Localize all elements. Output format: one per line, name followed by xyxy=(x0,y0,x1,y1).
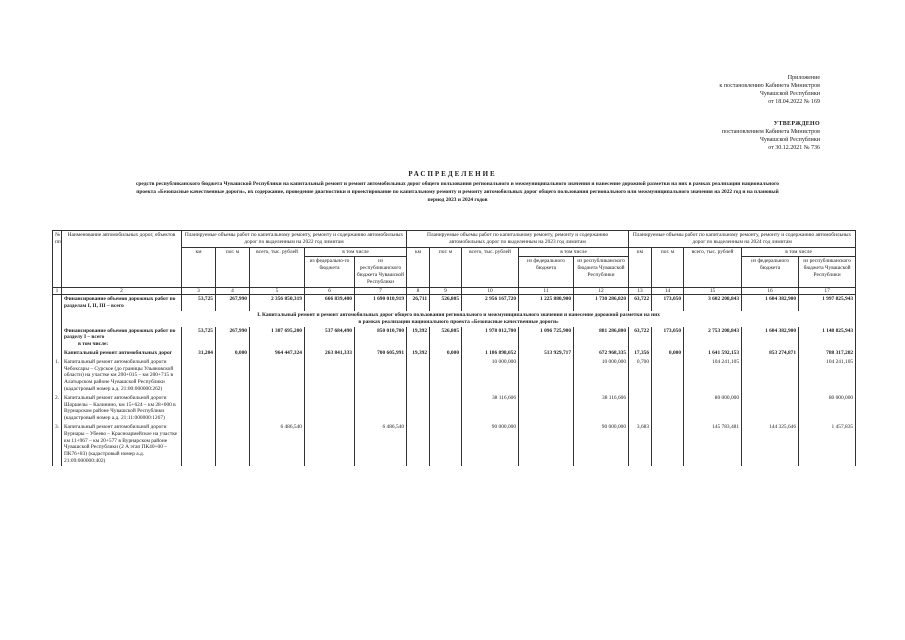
header-km: км xyxy=(182,247,216,287)
value-cell: 38 116,606 xyxy=(462,394,519,423)
index-cell: 4 xyxy=(216,287,250,295)
value-cell: 2 956 167,720 xyxy=(462,295,519,311)
value-cell: 3,683 xyxy=(629,423,652,466)
section-heading-line: в рамках реализации национального проекта «Безопасные качественные дороги» xyxy=(358,318,559,325)
value-cell: 38 116,606 xyxy=(574,394,629,423)
value-cell: 1 225 880,900 xyxy=(519,295,574,311)
index-cell: 16 xyxy=(742,287,799,295)
value-cell: 700 605,991 xyxy=(355,349,407,358)
subtitle-line: проекта «Безопасные качественные дороги», их содержание, проведение диагностики и проектирование по капитальному ремонту и ремонту автомобильных дорог общего пользования регионального или межмуниципального значения на 2022 год и на плановый xyxy=(136,188,779,195)
row-note: в том числе: xyxy=(78,341,109,348)
row-name-text: Финансирование объемов дорожных работ по разделу I – всего xyxy=(64,327,176,341)
table-row xyxy=(53,327,856,349)
table-row xyxy=(53,423,856,466)
header-fed: из федерального бюджета xyxy=(742,257,799,287)
header-rep: из республиканского бюджета Чувашской Республики xyxy=(355,257,407,287)
value-cell: 80 000,000 xyxy=(799,394,856,423)
value-cell: 513 929,717 xyxy=(519,349,574,358)
value-cell: 104 241,105 xyxy=(799,358,856,394)
value-cell: 173,050 xyxy=(652,327,684,349)
value-cell: 6 486,540 xyxy=(250,423,305,466)
index-cell: 9 xyxy=(430,287,462,295)
value-cell: 90 000,000 xyxy=(574,423,629,466)
index-cell: 15 xyxy=(684,287,742,295)
appendix-block xyxy=(640,74,820,106)
value-cell: 881 286,800 xyxy=(574,327,629,349)
subtitle-line: период 2023 и 2024 годов xyxy=(427,196,488,203)
approved-line: от 30.12.2021 № 736 xyxy=(768,145,820,151)
row-name: Капитальный ремонт автомобильной дороги Шоршелы – Калинино, км 15+624 – км 28+000 в Вурнарском районе Чувашской Республики (кадастровый номер а.д. 21:11:000000:1267) xyxy=(62,394,182,423)
header-total: всего, тыс. рублей xyxy=(462,247,519,287)
row-number: 3. xyxy=(53,423,62,466)
document-title: РАСПРЕДЕЛЕНИЕ xyxy=(408,170,497,178)
value-cell: 1 997 825,943 xyxy=(799,295,856,311)
value-cell: 145 783,481 xyxy=(684,423,742,466)
header-pm: пог. м xyxy=(216,247,250,287)
row-name: Финансирование объемов дорожных работ по разделам I, II, III – всего xyxy=(62,295,182,311)
index-cell: 7 xyxy=(355,287,407,295)
value-cell: 0,000 xyxy=(430,349,462,358)
index-cell: 6 xyxy=(305,287,355,295)
appendix-line: Чувашской Республики xyxy=(759,91,820,97)
section-heading-line: I. Капитальный ремонт и ремонт автомобильных дорог общего пользования регионального и межмуниципального значения и нанесение дорожной разметки на них xyxy=(257,311,660,318)
appendix-line: от 18.04.2022 № 169 xyxy=(768,99,820,105)
value-cell: 1 978 012,700 xyxy=(462,327,519,349)
value-cell: 3 602 208,843 xyxy=(684,295,742,311)
approved-block xyxy=(640,120,820,152)
header-km: км xyxy=(407,247,430,287)
value-cell: 10 000,000 xyxy=(574,358,629,394)
header-2022: Планируемые объемы работ по капитальному ремонту, ремонту и содержанию автомобильных дорог по выделенным на 2022 год лимитам xyxy=(182,231,407,248)
value-cell: 853 274,871 xyxy=(742,349,799,358)
value-cell: 144 325,646 xyxy=(742,423,799,466)
section-heading-row xyxy=(53,311,856,327)
value-cell: 63,722 xyxy=(629,295,652,311)
approved-heading: УТВЕРЖДЕНО xyxy=(773,121,820,127)
row-number: 2. xyxy=(53,394,62,423)
section-heading xyxy=(62,311,856,327)
value-cell: 2 356 850,319 xyxy=(250,295,305,311)
value-cell: 526,805 xyxy=(430,295,462,311)
header-incl: в том числе xyxy=(305,247,407,257)
header-total: всего, тыс. рублей xyxy=(250,247,305,287)
header-row xyxy=(53,231,856,248)
row-name: Капитальный ремонт автомобильной дороги Вурнары – Убеево – Красноармейское на участке км 11+967 – км 20+577 в Вурнарском районе Чувашской Республики (2 А этап ПК40+00 – ПК76+83) (кадастровый номер а.д. 21:09:000000:402) xyxy=(62,423,182,466)
header-rep: из республиканского бюджета Чувашской Республики xyxy=(574,257,629,287)
table-row xyxy=(53,349,856,358)
index-cell: 13 xyxy=(629,287,652,295)
row-name xyxy=(62,327,182,349)
value-cell: 0,000 xyxy=(652,349,684,358)
header-pm: пог. м xyxy=(652,247,684,287)
value-cell: 6 486,540 xyxy=(355,423,407,466)
value-cell: 17,356 xyxy=(629,349,652,358)
value-cell: 537 684,490 xyxy=(305,327,355,349)
value-cell: 672 968,335 xyxy=(574,349,629,358)
value-cell: 19,392 xyxy=(407,327,430,349)
value-cell: 1 186 898,052 xyxy=(462,349,519,358)
value-cell: 666 839,400 xyxy=(305,295,355,311)
value-cell: 90 000,000 xyxy=(462,423,519,466)
value-cell: 26,711 xyxy=(407,295,430,311)
value-cell: 1 096 725,900 xyxy=(519,327,574,349)
value-cell: 850 010,700 xyxy=(355,327,407,349)
table-row xyxy=(53,295,856,311)
appendix-line: к постановлению Кабинета Министров xyxy=(719,83,820,89)
approved-line: Чувашской Республики xyxy=(759,137,820,143)
index-row xyxy=(53,287,856,295)
header-2024: Планируемые объемы работ по капитальному ремонту, ремонту и содержанию автомобильных дорог по выделенным на 2024 год лимитам xyxy=(629,231,856,248)
index-cell: 14 xyxy=(652,287,684,295)
value-cell: 104 241,105 xyxy=(684,358,742,394)
value-cell: 1 690 010,919 xyxy=(355,295,407,311)
value-cell: 788 317,282 xyxy=(799,349,856,358)
row-number: 1. xyxy=(53,358,62,394)
value-cell: 53,725 xyxy=(182,295,216,311)
value-cell: 2 753 208,843 xyxy=(684,327,742,349)
value-cell: 267,990 xyxy=(216,327,250,349)
index-cell: 1 xyxy=(53,287,62,295)
index-cell: 3 xyxy=(182,287,216,295)
value-cell: 80 000,000 xyxy=(684,394,742,423)
value-cell: 964 447,324 xyxy=(250,349,305,358)
value-cell: 526,805 xyxy=(430,327,462,349)
header-2023: Планируемые объемы работ по капитальному ремонту, ремонту и содержанию автомобильных дорог по выделенным на 2023 год лимитам xyxy=(407,231,629,248)
header-km: км xyxy=(629,247,652,287)
value-cell: 1 604 382,900 xyxy=(742,295,799,311)
value-cell: 31,204 xyxy=(182,349,216,358)
header-name: Наименование автомобильных дорог, объектов xyxy=(62,231,182,288)
value-cell: 1 457,835 xyxy=(799,423,856,466)
value-cell: 263 841,333 xyxy=(305,349,355,358)
row-name: Капитальный ремонт автомобильной дороги Чебоксары – Сурское (до границы Ульяновской области) на участке км 200+015 – км 200+715 в Алатырском районе Чувашской Республики (кадастровый номер а.д. 21:00:000000:262) xyxy=(62,358,182,394)
index-cell: 8 xyxy=(407,287,430,295)
table-row xyxy=(53,358,856,394)
value-cell: 267,990 xyxy=(216,295,250,311)
value-cell: 1 148 825,943 xyxy=(799,327,856,349)
value-cell: 0,700 xyxy=(629,358,652,394)
value-cell: 173,050 xyxy=(652,295,684,311)
value-cell: 0,000 xyxy=(216,349,250,358)
subtitle-line: средств республиканского бюджета Чувашской Республики на капитальный ремонт и ремонт автомобильных дорог общего пользования регионального и межмуниципального значения и нанесение дорожной разметки на них в рамках реализации национального xyxy=(136,181,779,187)
table-row xyxy=(53,394,856,423)
header-pm: пог. м xyxy=(430,247,462,287)
header-total: всего, тыс. рублей xyxy=(684,247,742,287)
value-cell: 1 641 592,153 xyxy=(684,349,742,358)
distribution-table xyxy=(52,230,856,466)
index-cell: 12 xyxy=(574,287,629,295)
header-incl: в том числе xyxy=(519,247,629,257)
header-no: № пп xyxy=(53,231,62,288)
value-cell: 63,722 xyxy=(629,327,652,349)
value-cell: 1 604 382,900 xyxy=(742,327,799,349)
value-cell: 10 000,000 xyxy=(462,358,519,394)
index-cell: 17 xyxy=(799,287,856,295)
header-fed: из федерально-го бюджета xyxy=(305,257,355,287)
header-rep: из республиканского бюджета Чувашской Республики xyxy=(799,257,856,287)
value-cell: 1 387 695,200 xyxy=(250,327,305,349)
value-cell: 53,725 xyxy=(182,327,216,349)
value-cell: 1 730 286,820 xyxy=(574,295,629,311)
row-name: Капитальный ремонт автомобильных дорог xyxy=(62,349,182,358)
header-incl: в том числе xyxy=(742,247,856,257)
approved-line: постановлением Кабинета Министров xyxy=(721,129,820,135)
value-cell: 19,392 xyxy=(407,349,430,358)
appendix-line: Приложение xyxy=(787,75,820,81)
index-cell: 2 xyxy=(62,287,182,295)
index-cell: 11 xyxy=(519,287,574,295)
header-fed: из федерального бюджета xyxy=(519,257,574,287)
index-cell: 5 xyxy=(250,287,305,295)
document-subtitle xyxy=(60,181,855,204)
index-cell: 10 xyxy=(462,287,519,295)
